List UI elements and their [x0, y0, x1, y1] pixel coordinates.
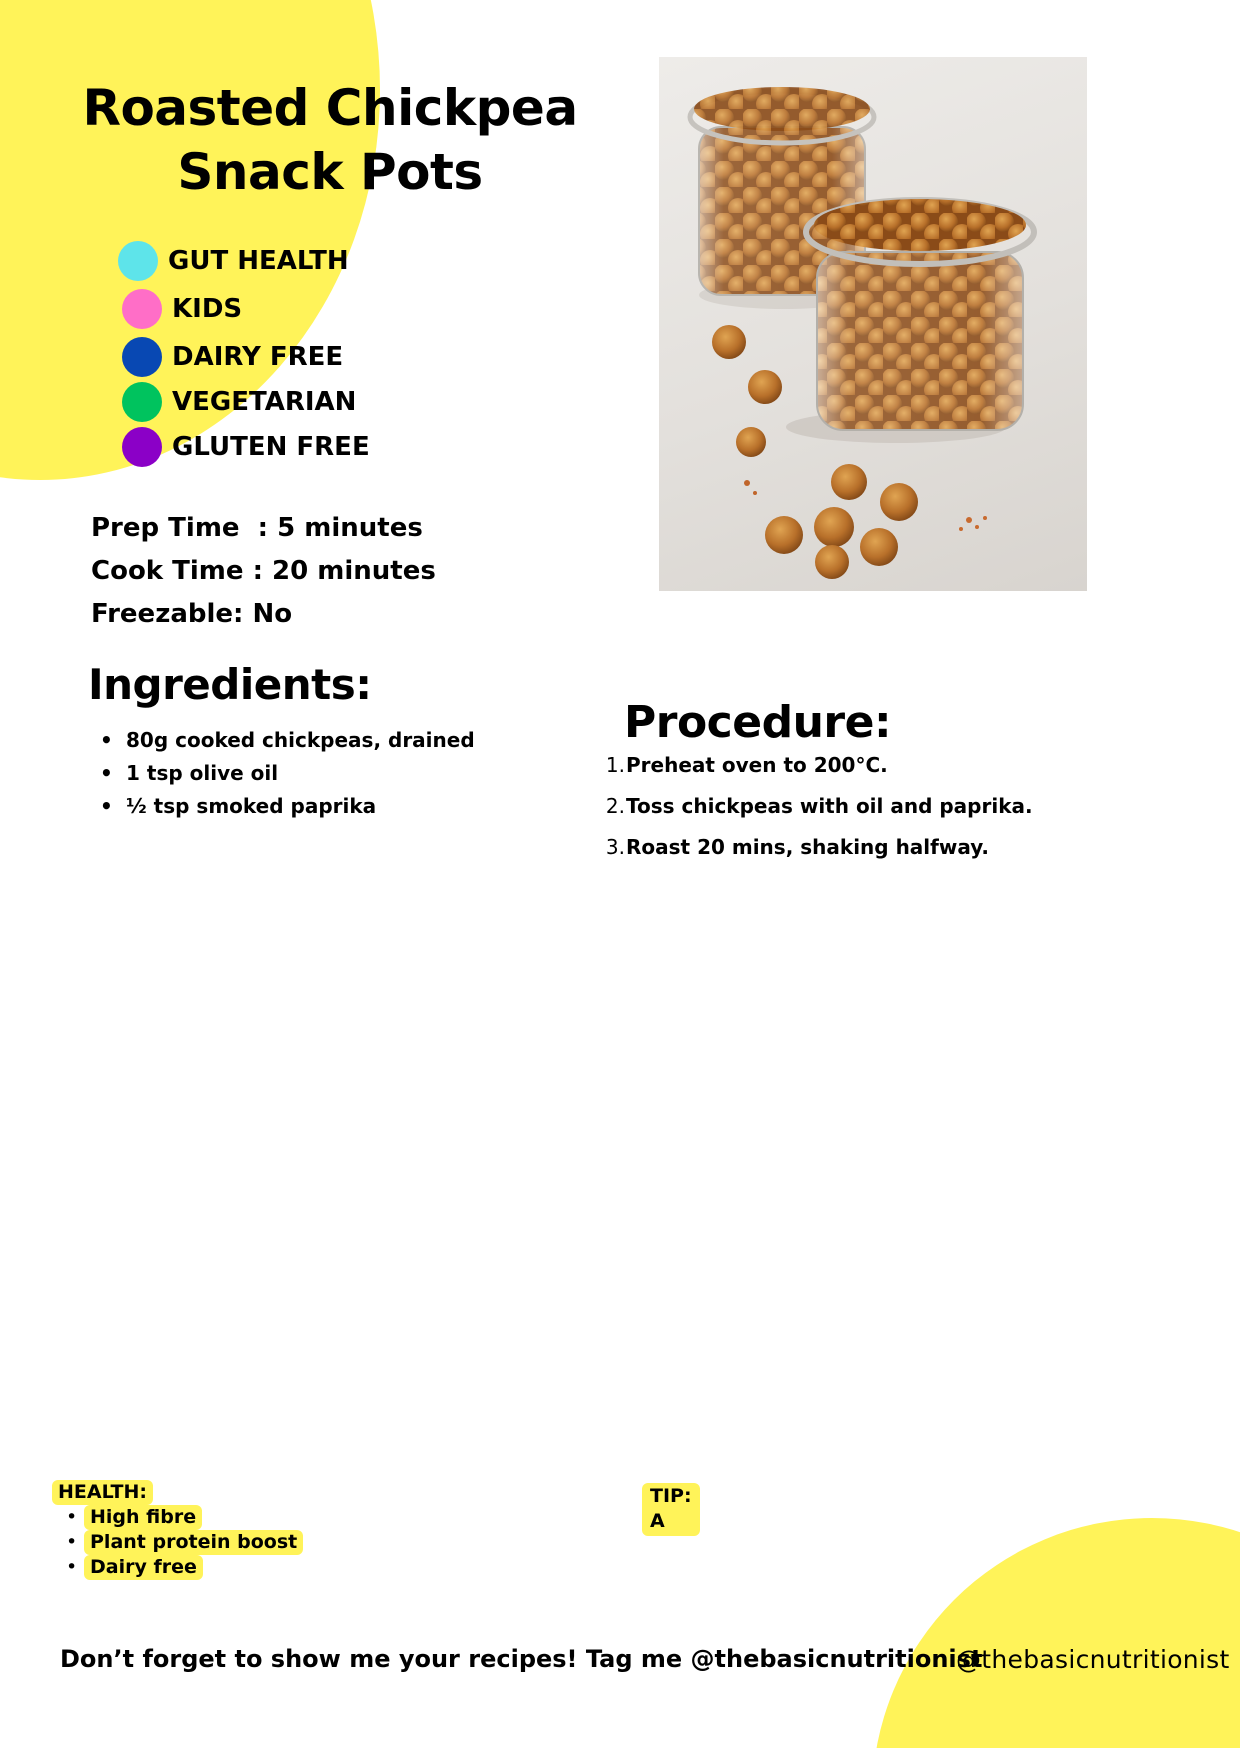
chickpea-jars-illustration: [659, 57, 1087, 591]
health-list: [66, 1505, 303, 1580]
recipe-title-line2: Snack Pots: [177, 143, 483, 201]
ingredients-heading: Ingredients:: [88, 660, 372, 709]
tag-dot: [122, 289, 162, 329]
tag-label: KIDS: [172, 293, 243, 324]
tag-kids: [122, 286, 370, 331]
recipe-times: [91, 507, 436, 636]
ingredients-list: [100, 724, 475, 823]
freezable: Freezable: No: [91, 599, 293, 629]
tag-dot: [122, 382, 162, 422]
procedure-step: [600, 827, 1033, 868]
recipe-title: [60, 76, 600, 204]
procedure-step: [600, 745, 1033, 786]
tag-label: GLUTEN FREE: [172, 431, 370, 462]
recipe-title-line1: Roasted Chickpea: [82, 79, 578, 137]
step-number: 1.: [605, 753, 625, 777]
tag-dot: [118, 241, 158, 281]
footer-social-handle: @thebasicnutritionist: [956, 1645, 1230, 1674]
ingredient-item: • 1 tsp olive oil: [100, 757, 475, 790]
decorative-yellow-circle-bottom: [872, 1518, 1240, 1748]
step-number: 2.: [605, 794, 625, 818]
health-item: [66, 1530, 303, 1555]
tag-label: VEGETARIAN: [172, 386, 357, 417]
health-item-text: Plant protein boost: [84, 1530, 303, 1555]
tag-dot: [122, 427, 162, 467]
tag-vegetarian: [122, 379, 370, 424]
step-number: 3.: [605, 835, 625, 859]
tag-dot: [122, 337, 162, 377]
health-heading: HEALTH:: [52, 1480, 153, 1505]
step-text: Roast 20 mins, shaking halfway.: [626, 835, 990, 859]
ingredient-item: • ½ tsp smoked paprika: [100, 790, 475, 823]
ingredient-item: • 80g cooked chickpeas, drained: [100, 724, 475, 757]
step-text: Preheat oven to 200°C.: [626, 753, 888, 777]
tag-dairy-free: [122, 334, 370, 379]
cook-time: Cook Time : 20 minutes: [91, 556, 436, 586]
health-item: [66, 1505, 303, 1530]
footer-call-to-action: Don’t forget to show me your recipes! Tag me @thebasicnutritionist: [60, 1645, 983, 1673]
health-item: [66, 1555, 303, 1580]
tag-label: GUT HEALTH: [168, 245, 349, 276]
diet-tags: [122, 238, 370, 469]
prep-time: Prep Time : 5 minutes: [91, 513, 423, 543]
step-text: Toss chickpeas with oil and paprika.: [626, 794, 1033, 818]
recipe-photo: [659, 57, 1087, 591]
health-item-text: Dairy free: [84, 1555, 203, 1580]
tag-gluten-free: [122, 424, 370, 469]
tag-label: DAIRY FREE: [172, 341, 344, 372]
procedure-list: [600, 745, 1033, 868]
tip-box: [642, 1483, 700, 1536]
procedure-heading: Procedure:: [624, 697, 892, 748]
tag-gut-health: [118, 238, 370, 283]
procedure-step: [600, 786, 1033, 827]
tip-heading: TIP:: [650, 1485, 692, 1507]
tip-text: A: [650, 1510, 665, 1532]
health-box: [52, 1480, 303, 1580]
health-item-text: High fibre: [84, 1505, 202, 1530]
